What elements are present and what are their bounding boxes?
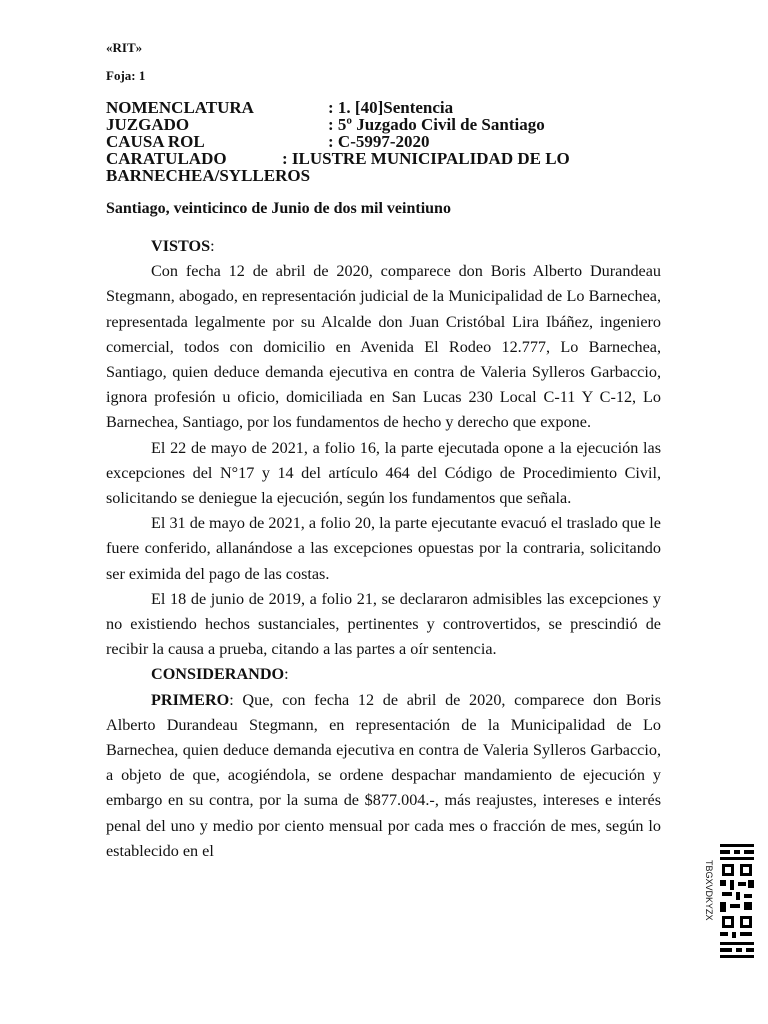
- meta-value: : 1. [40]Sentencia: [328, 98, 454, 117]
- date-line: Santiago, veinticinco de Junio de dos mil veintiuno: [106, 200, 451, 217]
- considerando-heading: CONSIDERANDO:: [151, 665, 289, 684]
- meta-juzgado: [106, 116, 545, 133]
- primero-paragraph: [106, 688, 661, 864]
- meta-key: NOMENCLATURA: [106, 98, 254, 117]
- meta-value: : 5º Juzgado Civil de Santiago: [328, 115, 545, 134]
- vistos-paragraph-1: Con fecha 12 de abril de 2020, comparece don Boris Alberto Durandeau Stegmann, abogado, en representación judicial de la Municipalidad de Lo Barnechea, representada legalmente por su Alcalde don Juan Cristóbal Lira Ibáñez, ingeniero comercial, todos con domicilio en Avenida El Rodeo 12.777, Lo Barnechea, Santiago, quien deduce demanda ejecutiva en contra de Valeria Sylleros Garbaccio, ignora profesión u oficio, domiciliada en San Lucas 230 Local C-11 Y C-12, Lo Barnechea, Santiago, por los fundamentos de hecho y derecho que expone.: [106, 262, 661, 432]
- vistos-paragraph-2: El 22 de mayo de 2021, a folio 16, la parte ejecutada opone a la ejecución las excepciones del N°17 y 14 del artículo 464 del Código de Procedimiento Civil, solicitando se deniegue la ejecución, según los fundamentos que señala.: [106, 438, 661, 508]
- qr-code-icon: [718, 842, 756, 960]
- foja-label: Foja: 1: [106, 68, 146, 83]
- rit-label: «RIT»: [106, 40, 143, 55]
- vistos-paragraph-3: El 31 de mayo de 2021, a folio 20, la parte ejecutante evacuó el traslado que le fuere conferido, allanándose a las excepciones opuestas por la contraria, solicitando ser eximida del pago de las costas.: [106, 514, 661, 583]
- meta-key: CARATULADO: [106, 149, 227, 168]
- sentence-body: [106, 237, 661, 864]
- meta-value: : ILUSTRE MUNICIPALIDAD DE LO: [282, 149, 570, 168]
- primero-text: : Que, con fecha 12 de abril de 2020, comparece don Boris Alberto Durandeau Stegmann, en representación de la Municipalidad de Lo Barnechea, quien deduce demanda ejecutiva en contra de Valeria Sylleros Garbaccio, a objeto de que, acogiéndola, se ordene despachar mandamiento de ejecución y embargo en su contra, por la suma de $877.004.-, más reajustes, intereses e interés penal del uno y medio por ciento mensual por cada mes o fracción de mes, según lo establecido en el: [106, 690, 661, 860]
- verification-code: TBGXVDKYZX: [704, 860, 714, 921]
- meta-nomenclatura: [106, 99, 453, 116]
- primero-label: PRIMERO: [151, 690, 230, 709]
- meta-key: JUZGADO: [106, 115, 190, 134]
- vistos-paragraph-4: El 18 de junio de 2019, a folio 21, se declararon admisibles las excepciones y no existiendo hechos sustanciales, pertinentes y controvertidos, se prescindió de recibir la causa a prueba, citando a las partes a oír sentencia.: [106, 589, 661, 659]
- meta-caratulado: [106, 150, 570, 167]
- meta-key: CAUSA ROL: [106, 132, 205, 151]
- vistos-heading: VISTOS:: [151, 237, 215, 255]
- meta-causa-rol: [106, 133, 430, 150]
- meta-value: : C-5997-2020: [328, 132, 430, 151]
- meta-caratulado-cont: BARNECHEA/SYLLEROS: [106, 166, 311, 185]
